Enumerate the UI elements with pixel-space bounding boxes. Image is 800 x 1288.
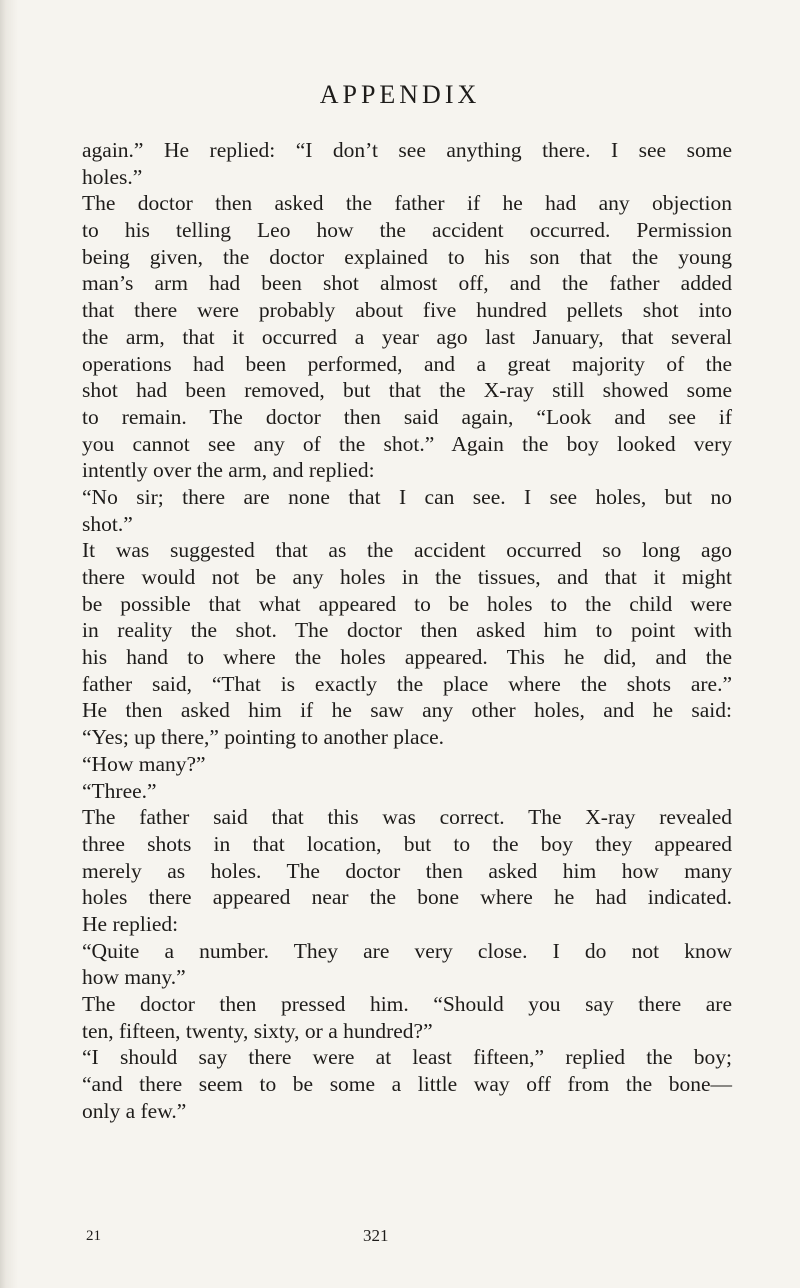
text-line: shot.” [82, 511, 133, 536]
text-line: be possible that what appeared to be holes to the child were [82, 591, 732, 616]
text-line: ten, fifteen, twenty, sixty, or a hundred?” [82, 1018, 433, 1043]
text-line: being given, the doctor explained to his son that the young [82, 244, 732, 269]
body-text [82, 137, 732, 1124]
text-line: the arm, that it occurred a year ago last January, that several [82, 324, 732, 349]
text-line: to remain. The doctor then said again, “Look and see if [82, 404, 732, 429]
text-line: you cannot see any of the shot.” Again the boy looked very [82, 431, 732, 456]
text-line: “Yes; up there,” pointing to another place. [82, 725, 445, 750]
text-line: merely as holes. The doctor then asked him how many [82, 858, 732, 883]
text-line: father said, “That is exactly the place where the shots are.” [82, 671, 732, 696]
page-number: 321 [363, 1226, 389, 1245]
text-line: shot had been removed, but that the X-ray still showed some [82, 378, 732, 403]
text-line: He then asked him if he saw any other holes, and he said: [82, 698, 732, 723]
text-line: The doctor then asked the father if he had any objection [82, 191, 732, 216]
text-line: “No sir; there are none that I can see. I see holes, but no [82, 484, 732, 509]
text-line: there would not be any holes in the tissues, and that it might [82, 565, 732, 589]
text-line: “How many?” [82, 751, 206, 776]
text-line: He replied: [82, 911, 179, 936]
text-line: only a few.” [82, 1098, 187, 1123]
text-line: The doctor then pressed him. “Should you say there are [82, 992, 732, 1016]
text-line: It was suggested that as the accident occurred so long ago [82, 538, 732, 563]
text-line: holes.” [82, 164, 143, 189]
text-line: intently over the arm, and replied: [82, 458, 375, 483]
text-line: “I should say there were at least fifteen,” replied the boy; [82, 1045, 732, 1070]
text-line: that there were probably about five hundred pellets shot into [82, 298, 732, 323]
text-line: man’s arm had been shot almost off, and the father added [82, 271, 732, 296]
text-line: holes there appeared near the bone where he had indicated. [82, 885, 732, 910]
text-line: operations had been performed, and a great majority of the [82, 351, 732, 376]
text-line: again.” He replied: “I don’t see anything there. I see some [82, 138, 732, 162]
text-line: The father said that this was correct. The X-ray revealed [82, 805, 732, 830]
text-line: his hand to where the holes appeared. This he did, and the [82, 645, 732, 670]
text-line: “Three.” [82, 778, 157, 803]
text-line: three shots in that location, but to the boy they appeared [82, 831, 732, 856]
running-header: APPENDIX [319, 80, 481, 109]
text-line: “and there seem to be some a little way off from the bone— [82, 1072, 732, 1097]
text-line: “Quite a number. They are very close. I do not know [82, 938, 732, 963]
text-line: how many.” [82, 965, 186, 990]
text-line: to his telling Leo how the accident occurred. Permission [82, 218, 732, 243]
signature-mark: 21 [86, 1228, 101, 1244]
text-line: in reality the shot. The doctor then asked him to point with [82, 618, 732, 643]
